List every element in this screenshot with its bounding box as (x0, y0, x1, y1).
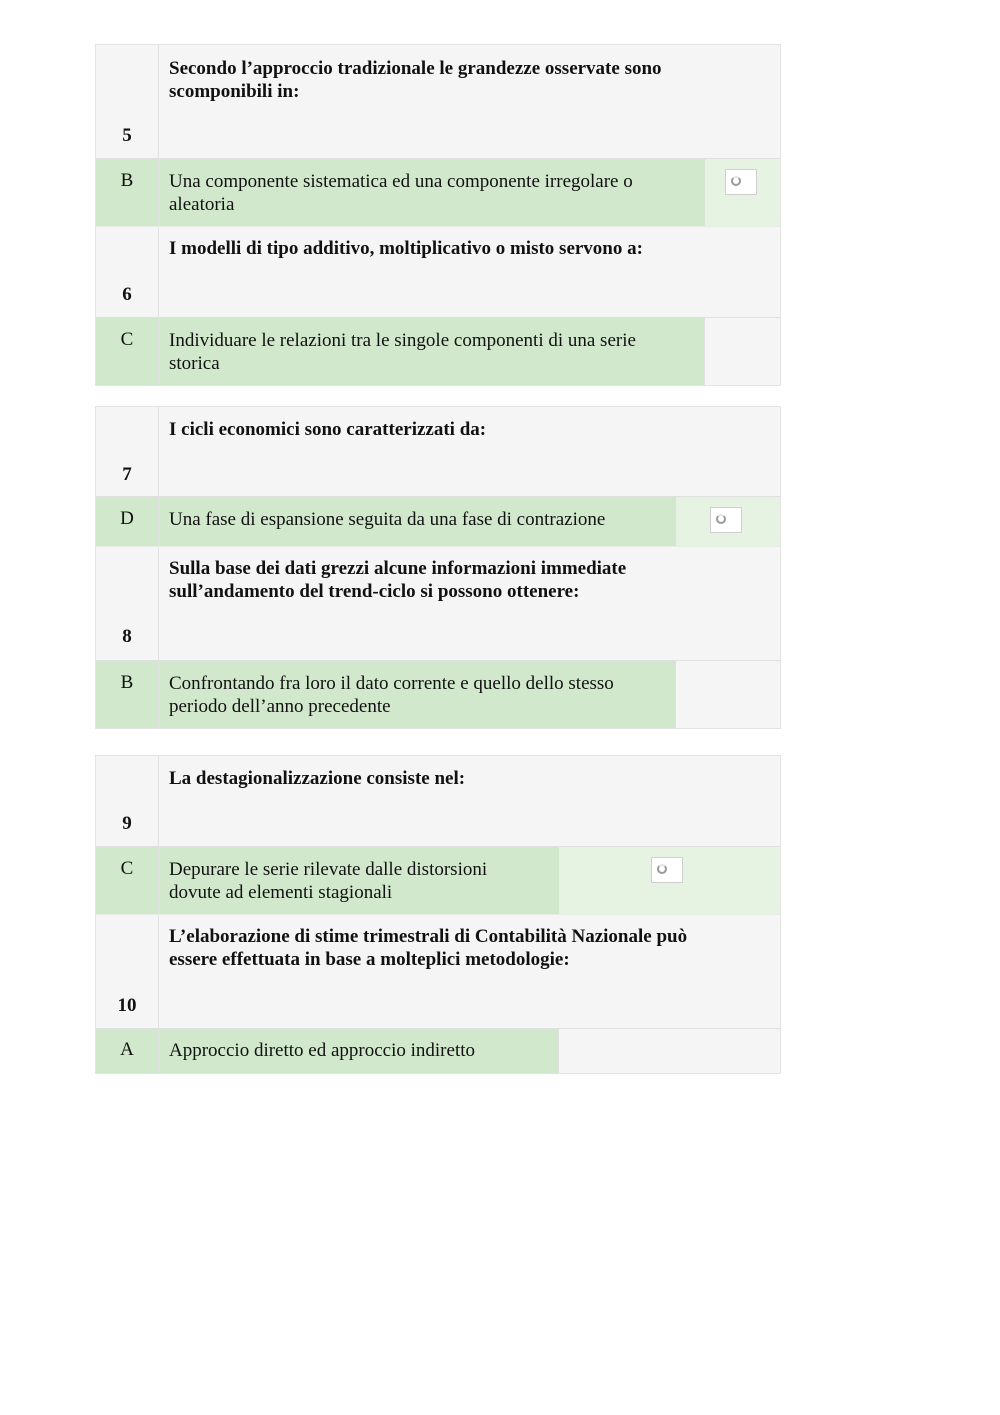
answer-text (169, 170, 633, 216)
answer-letter: C (120, 329, 134, 350)
answer-row-5 (96, 159, 780, 227)
column-divider (158, 847, 159, 914)
question-row-8 (96, 547, 780, 661)
answer-option-pane (704, 318, 780, 385)
question-row-9 (96, 756, 780, 847)
answer-letter: C (120, 858, 134, 879)
question-row-7 (96, 407, 780, 497)
column-divider (158, 661, 159, 728)
question-text-line: scomponibili in: (169, 81, 300, 102)
answer-text-line: dovute ad elementi stagionali (169, 882, 393, 903)
question-number: 10 (117, 995, 137, 1016)
question-row-6 (96, 227, 780, 318)
answer-letter: A (120, 1039, 134, 1060)
question-text-line: I modelli di tipo additivo, moltiplicativo o misto servono a: (169, 238, 643, 259)
answer-text-line: periodo dell’anno precedente (169, 696, 391, 717)
answer-letter: D (120, 508, 134, 529)
question-block-1 (95, 44, 781, 386)
answer-option-pane (675, 497, 780, 546)
question-number: 6 (122, 284, 132, 305)
question-row-10 (96, 915, 780, 1029)
answer-text-line: Approccio diretto ed approccio indiretto (169, 1040, 476, 1061)
column-divider (158, 915, 159, 1028)
radio-button[interactable] (651, 857, 683, 883)
answer-text (169, 329, 636, 375)
answer-text-line: storica (169, 353, 220, 374)
answer-text-line: Una componente sistematica ed una componente irregolare o (169, 171, 633, 192)
question-text (169, 418, 486, 441)
answer-text-line: Confrontando fra loro il dato corrente e quello dello stesso (169, 673, 614, 694)
question-row-5 (96, 45, 780, 159)
answer-option-pane (675, 661, 780, 728)
question-text-line: essere effettuata in base a molteplici metodologie: (169, 949, 570, 970)
radio-button[interactable] (725, 169, 757, 195)
answer-row-9 (96, 847, 780, 915)
answer-text (169, 672, 614, 718)
answer-row-8 (96, 661, 780, 728)
question-text (169, 557, 626, 603)
column-divider (158, 45, 159, 158)
answer-option-pane (558, 1029, 780, 1073)
question-text (169, 57, 662, 103)
question-text-line: L’elaborazione di stime trimestrali di Contabilità Nazionale può (169, 926, 688, 947)
question-text-line: Secondo l’approccio tradizionale le grandezze osservate sono (169, 58, 662, 79)
answer-text-line: aleatoria (169, 194, 235, 215)
question-text (169, 925, 687, 971)
question-block-3 (95, 755, 781, 1074)
answer-letter: B (120, 170, 134, 191)
column-divider (158, 227, 159, 317)
question-text-line: La destagionalizzazione consiste nel: (169, 768, 466, 789)
column-divider (158, 407, 159, 496)
question-number: 9 (122, 813, 132, 834)
answer-row-6 (96, 318, 780, 385)
answer-text (169, 858, 487, 904)
radio-button[interactable] (710, 507, 742, 533)
question-text-line: I cicli economici sono caratterizzati da: (169, 419, 487, 440)
question-number: 5 (122, 125, 132, 146)
column-divider (158, 756, 159, 846)
column-divider (158, 318, 159, 385)
question-block-2 (95, 406, 781, 729)
answer-option-pane (558, 847, 780, 914)
answer-letter: B (120, 672, 134, 693)
question-text (169, 767, 465, 790)
column-divider (158, 497, 159, 546)
answer-option-pane (704, 159, 780, 226)
answer-row-7 (96, 497, 780, 547)
question-number: 8 (122, 626, 132, 647)
answer-row-10 (96, 1029, 780, 1073)
question-number: 7 (122, 464, 132, 485)
answer-text (169, 508, 605, 531)
answer-text-line: Una fase di espansione seguita da una fase di contrazione (169, 509, 606, 530)
question-text (169, 237, 643, 260)
answer-text (169, 1039, 475, 1062)
column-divider (158, 159, 159, 226)
column-divider (158, 1029, 159, 1073)
answer-text-line: Depurare le serie rilevate dalle distorsioni (169, 859, 488, 880)
answer-text-line: Individuare le relazioni tra le singole componenti di una serie (169, 330, 636, 351)
column-divider (158, 547, 159, 660)
question-text-line: Sulla base dei dati grezzi alcune informazioni immediate (169, 558, 627, 579)
question-text-line: sull’andamento del trend-ciclo si possono ottenere: (169, 581, 580, 602)
